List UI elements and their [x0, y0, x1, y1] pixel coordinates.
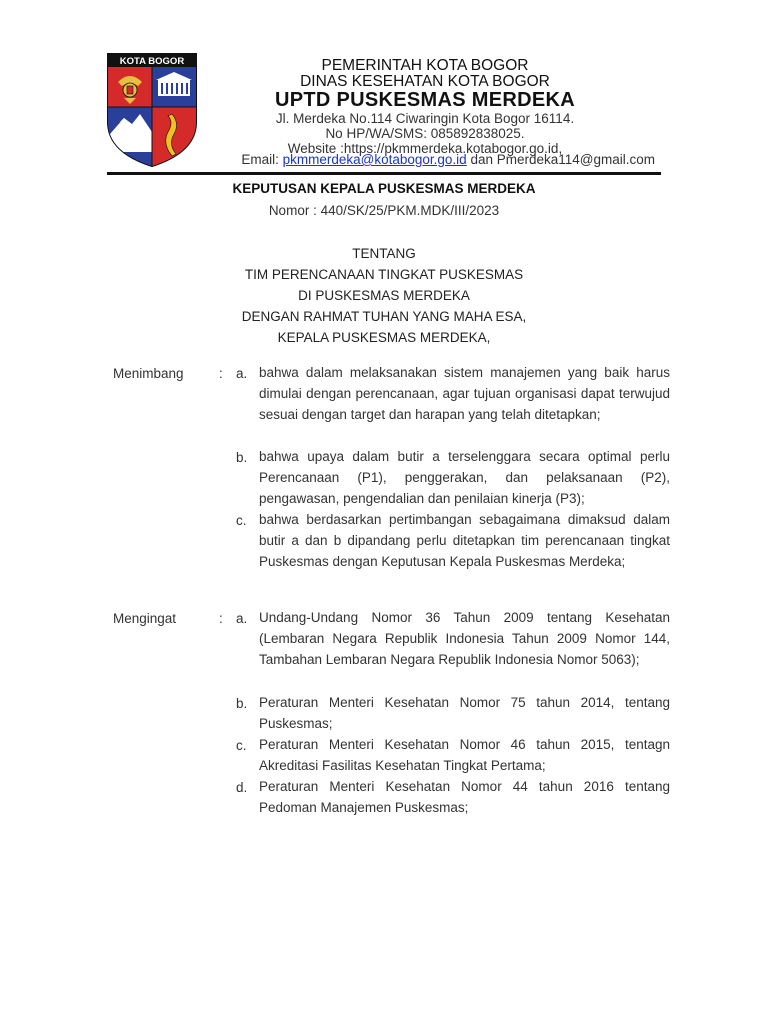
issuer-line: KEPALA PUSKESMAS MERDEKA,	[277, 330, 491, 345]
mengingat-colon: :	[219, 611, 223, 626]
mengingat-item-b: Peraturan Menteri Kesehatan Nomor 75 tahun 2014, tentang Puskesmas;	[259, 695, 670, 731]
menimbang-item-a: bahwa dalam melaksanakan sistem manajemen yang baik harus dimulai dengan perencanaan, agar tujuan organisasi dapat terwujud sesuai dengan target dan harapan yang telah ditetapkan;	[259, 365, 670, 422]
kota-bogor-logo	[106, 52, 198, 168]
menimbang-item-a-letter: a.	[236, 366, 248, 381]
header-institution: UPTD PUSKESMAS MERDEKA	[275, 89, 575, 111]
decree-subject-line2: DI PUSKESMAS MERDEKA	[298, 288, 470, 303]
mengingat-label: Mengingat	[113, 611, 177, 626]
email-link[interactable]: pkmmerdeka@kotabogor.go.id	[282, 152, 467, 167]
email-label: Email:	[241, 152, 279, 167]
mengingat-item-a-letter: a.	[236, 611, 248, 626]
tentang-label: TENTANG	[352, 246, 416, 261]
menimbang-label: Menimbang	[113, 366, 184, 381]
header-phone: No HP/WA/SMS: 085892838025.	[325, 126, 525, 141]
decree-title: KEPUTUSAN KEPALA PUSKESMAS MERDEKA	[232, 181, 536, 196]
menimbang-item-c-letter: c.	[236, 513, 247, 528]
menimbang-item-c: bahwa berdasarkan pertimbangan sebagaimana dimaksud dalam butir a dan b dipandang perlu ditetapkan tim perencanaan tingkat Puskesmas dengan Keputusan Kepala Puskesmas Merdeka;	[259, 512, 670, 569]
mengingat-item-d-letter: d.	[236, 780, 248, 795]
header-government: PEMERINTAH KOTA BOGOR	[321, 57, 529, 74]
mengingat-item-a: Undang-Undang Nomor 36 Tahun 2009 tentang Kesehatan (Lembaran Negara Republik Indonesia Tahun 2009 Nomor 144, Tambahan Lembaran Negara Republik Indonesia Nomor 5063);	[259, 610, 670, 667]
decree-subject-line1: TIM PERENCANAAN TINGKAT PUSKESMAS	[244, 267, 524, 282]
menimbang-item-b: bahwa upaya dalam butir a terselenggara secara optimal perlu Perencanaan (P1), penggerakan, dan pelaksanaan (P2), pengawasan, pengendalian dan penilaian kinerja (P3);	[259, 449, 670, 506]
menimbang-item-b-letter: b.	[236, 450, 248, 465]
mengingat-item-c: Peraturan Menteri Kesehatan Nomor 46 tahun 2015, tentagn Akreditasi Fasilitas Kesehatan Tingkat Pertama;	[259, 737, 670, 773]
header-website: Website :https://pkmmerdeka.kotabogor.go.id,	[287, 141, 563, 156]
header-address: Jl. Merdeka No.114 Ciwaringin Kota Bogor 16114.	[275, 111, 575, 126]
mengingat-item-c-letter: c.	[236, 738, 247, 753]
mengingat-item-b-letter: b.	[236, 696, 248, 711]
decree-number: Nomor : 440/SK/25/PKM.MDK/III/2023	[268, 203, 500, 218]
menimbang-colon: :	[219, 366, 223, 381]
header-department: DINAS KESEHATAN KOTA BOGOR	[300, 73, 550, 90]
email-rest: dan Pmerdeka114@gmail.com	[470, 152, 655, 167]
invocation: DENGAN RAHMAT TUHAN YANG MAHA ESA,	[241, 309, 527, 324]
logo-caption: KOTA BOGOR	[119, 56, 185, 67]
header-divider	[107, 172, 661, 175]
header-email-line	[190, 152, 655, 167]
mengingat-item-d: Peraturan Menteri Kesehatan Nomor 44 tahun 2016 tentang Pedoman Manajemen Puskesmas;	[259, 779, 670, 815]
